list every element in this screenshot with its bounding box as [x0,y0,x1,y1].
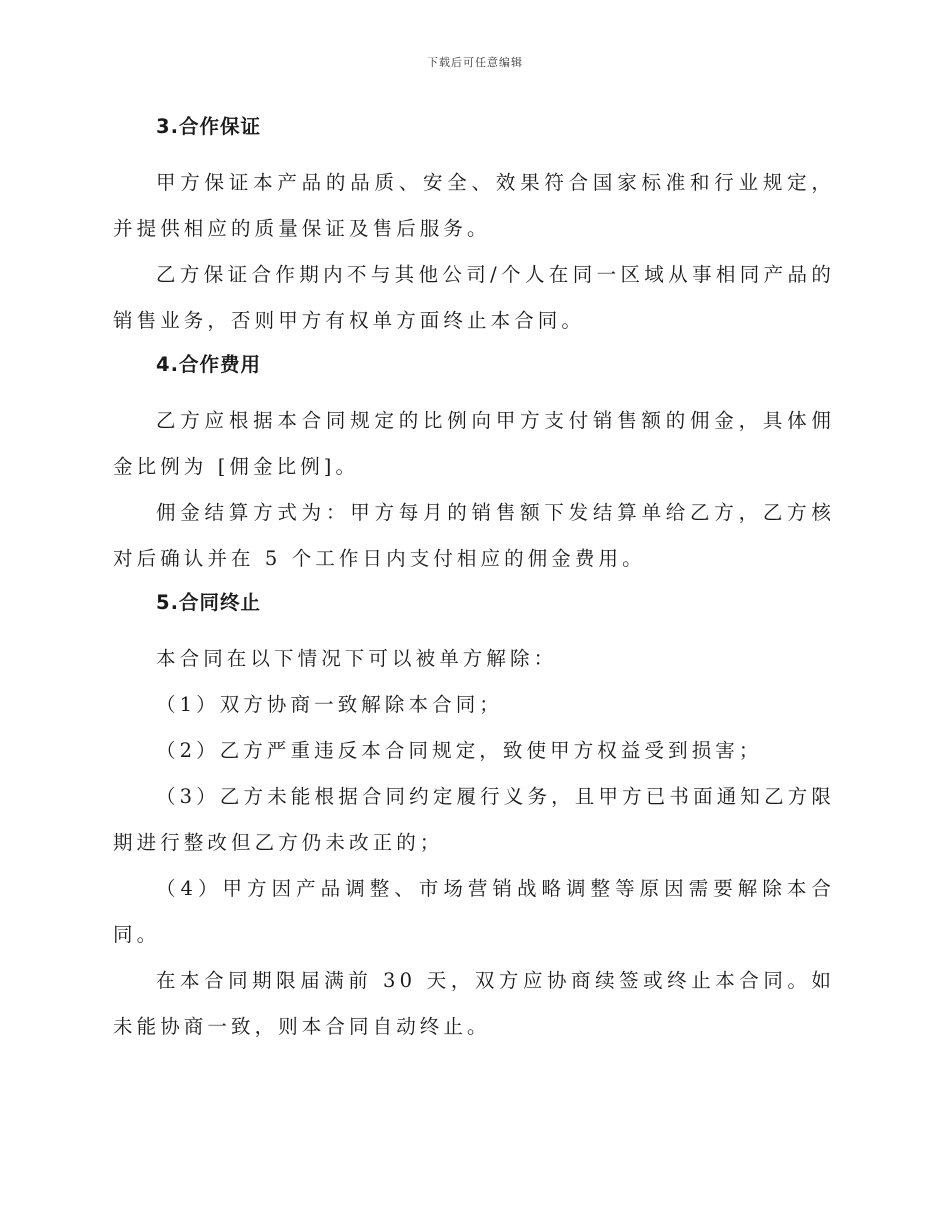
list-item: （4）甲方因产品调整、市场营销战略调整等原因需要解除本合同。 [113,877,835,946]
list-item: （2）乙方严重违反本合同规定，致使甲方权益受到损害； [156,739,763,762]
paragraph: 乙方保证合作期内不与其他公司/个人在同一区域从事相同产品的销售业务，否则甲方有权单方面终止本合同。 [113,263,835,332]
list-item: （1）双方协商一致解除本合同； [156,693,503,716]
paragraph: 佣金结算方式为：甲方每月的销售额下发结算单给乙方，乙方核对后确认并在 5 个工作日内支付相应的佣金费用。 [113,501,835,570]
list-item: （3）乙方未能根据合同约定履行义务，且甲方已书面通知乙方限期进行整改但乙方仍未改正的； [113,785,835,854]
paragraph: 本合同在以下情况下可以被单方解除： [156,647,558,670]
paragraph: 乙方应根据本合同规定的比例向甲方支付销售额的佣金，具体佣金比例为 [佣金比例]。 [113,409,835,478]
section-heading-3: 3.合作保证 [156,115,261,138]
section-heading-4: 4.合作费用 [156,353,261,376]
document-body [113,112,835,1050]
paragraph: 甲方保证本产品的品质、安全、效果符合国家标准和行业规定，并提供相应的质量保证及售后服务。 [113,171,835,240]
paragraph: 在本合同期限届满前 30 天，双方应协商续签或终止本合同。如未能协商一致，则本合同自动终止。 [113,969,835,1038]
header-note: 下载后可任意编辑 [427,56,523,69]
section-heading-5: 5.合同终止 [156,591,261,614]
